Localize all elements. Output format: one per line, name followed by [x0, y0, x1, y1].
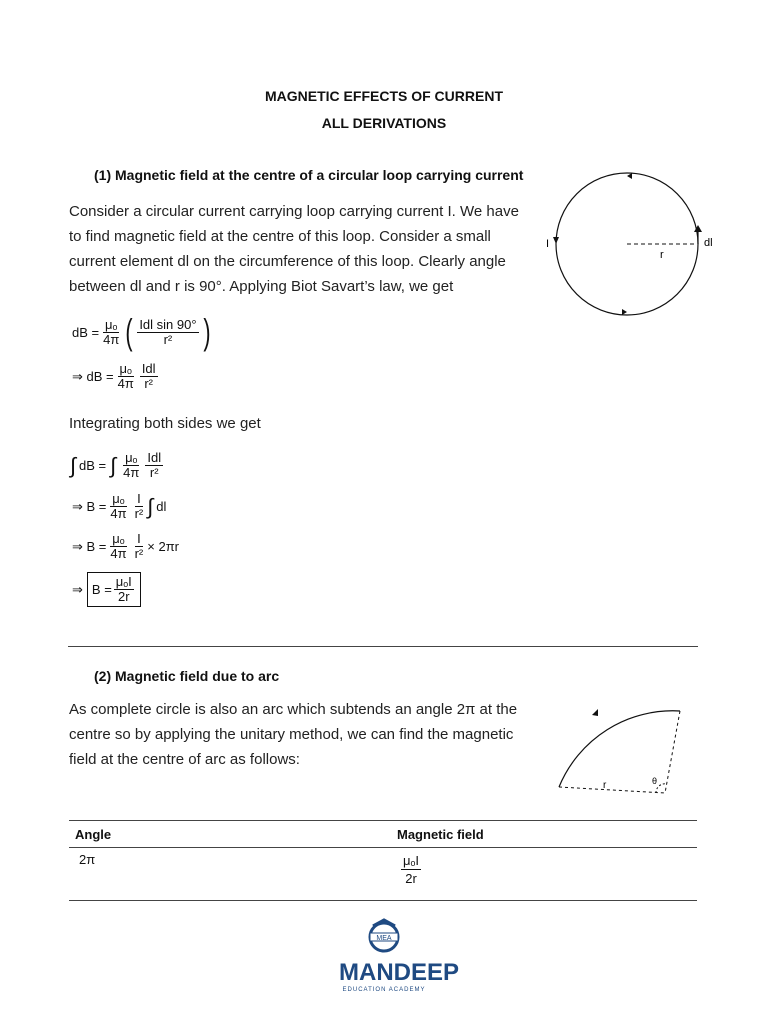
frac-den: 2r: [118, 589, 130, 604]
frac-num: μₒ: [125, 450, 138, 465]
table-header-field: Magnetic field: [397, 826, 484, 842]
mu-over-4pi: [108, 492, 128, 521]
eq-label: ⇒ dB =: [72, 368, 114, 384]
section2-paragraph: [69, 697, 539, 772]
frac-num: Idl sin 90°: [139, 316, 197, 332]
section2-para-line: centre so by applying the unitary method, we can find the magnetic: [69, 726, 514, 743]
frac-den: r²: [144, 376, 154, 391]
logo-badge-icon: [361, 918, 407, 954]
table-header-angle: Angle: [75, 826, 112, 842]
arc-label-r: r: [603, 780, 607, 791]
integral-icon: ∫: [70, 452, 77, 478]
mandeep-logo: [339, 918, 460, 993]
integral-icon: ∫: [110, 452, 117, 478]
frac-den: r²: [134, 546, 144, 561]
circular-loop-diagram: [538, 172, 722, 322]
label-r: r: [660, 249, 664, 261]
frac-num: μₒ: [112, 531, 125, 546]
integrating-text: Integrating both sides we get: [69, 415, 261, 432]
frac-den: 4π: [117, 376, 134, 391]
frac-num: I: [137, 491, 141, 506]
frac-den: r²: [149, 465, 159, 480]
frac-num: Idl: [147, 450, 162, 465]
section1-para-line: current element dl on the circumference of this loop. Clearly angle: [69, 253, 506, 270]
idl-over-r2: [145, 451, 163, 480]
table-cell-angle: 2π: [79, 852, 96, 867]
arc-arrow-icon: [592, 709, 598, 716]
angle-field-table: [69, 820, 697, 901]
equation-dB: [72, 362, 160, 391]
section2-heading: (2) Magnetic field due to arc: [94, 668, 280, 684]
equation-B-2pir: [72, 532, 179, 561]
arc-radius-right: [665, 711, 680, 793]
eq-label: dB =: [79, 458, 107, 473]
eq-times: × 2πr: [147, 539, 179, 554]
section1-para-line: Consider a circular current carrying loop carrying current I. We have: [69, 203, 519, 220]
equation-biot-savart: [72, 311, 213, 352]
section1-paragraph: [69, 199, 539, 299]
muI-over-2r: [114, 575, 134, 604]
frac-num: μₒI: [403, 853, 420, 868]
eq-dl: dl: [156, 499, 167, 514]
frac-num: μₒ: [112, 491, 125, 506]
frac-den: 4π: [110, 546, 127, 561]
section-divider: [68, 646, 698, 647]
label-I: I: [546, 238, 550, 250]
equation-integral: [70, 451, 165, 480]
page-subtitle: ALL DERIVATIONS: [321, 115, 447, 131]
logo-name: MANDEEP: [339, 959, 460, 986]
mu-over-4pi: [121, 451, 141, 480]
idl-sin-frac: [137, 318, 198, 347]
arc-radius-bottom: [559, 787, 665, 793]
mu-over-4pi: [108, 532, 128, 561]
frac-num: μₒ: [105, 316, 118, 332]
equation-B-integral: [72, 492, 166, 521]
arc-label-theta: θ: [652, 776, 658, 786]
section1-para-line: to find magnetic field at the centre of this loop. Consider a small: [69, 228, 491, 245]
eq-label: ⇒ B =: [72, 538, 107, 554]
idl-over-r2: [140, 362, 158, 391]
section1-para-line: between dl and r is 90°. Applying Biot Savart’s law, we get: [69, 278, 454, 295]
arc-diagram: [550, 695, 700, 805]
frac-den: 4π: [103, 331, 120, 347]
frac-num: Idl: [141, 361, 156, 376]
logo-badge-text: MEA: [376, 935, 392, 942]
eq-dB-label: dB =: [72, 324, 100, 340]
boxed-result: [87, 572, 141, 607]
bottom-arrow-icon: [622, 309, 627, 315]
section2-para-line: field at the centre of arc as follows:: [69, 751, 300, 768]
logo-subtitle: EDUCATION ACADEMY: [342, 987, 426, 993]
section1-heading: (1) Magnetic field at the centre of a circular loop carrying current: [94, 167, 524, 183]
right-paren: ): [202, 311, 211, 352]
I-over-r2: [133, 532, 146, 561]
eq-label: ⇒ B =: [72, 498, 107, 514]
frac-den: 2r: [405, 871, 417, 886]
mu-over-4pi: [116, 362, 136, 391]
arc-path: [559, 711, 680, 787]
eq-label: B =: [91, 582, 112, 597]
table-cell-field: [399, 852, 423, 887]
frac-num: μₒ: [119, 361, 132, 376]
label-dl: dl: [704, 237, 713, 249]
top-arrow-icon: [627, 173, 632, 179]
table-row: [69, 848, 697, 900]
frac-den: r²: [163, 331, 173, 347]
frac-den: 4π: [110, 506, 127, 521]
frac-num: I: [137, 531, 141, 546]
page-title: MAGNETIC EFFECTS OF CURRENT: [265, 88, 503, 104]
frac-num: μₒI: [115, 574, 132, 589]
section2-para-line: As complete circle is also an arc which subtends an angle 2π at the: [69, 701, 518, 718]
left-arrow-icon: [553, 237, 559, 244]
muI-over-2r: [401, 852, 421, 887]
I-over-r2: [133, 492, 146, 521]
equation-final: [72, 572, 141, 607]
mu-over-4pi: [101, 318, 121, 347]
integral-icon: ∫: [147, 493, 154, 519]
frac-den: r²: [134, 506, 144, 521]
frac-den: 4π: [123, 465, 140, 480]
left-paren: (: [125, 311, 133, 352]
eq-implies: ⇒: [72, 581, 83, 597]
